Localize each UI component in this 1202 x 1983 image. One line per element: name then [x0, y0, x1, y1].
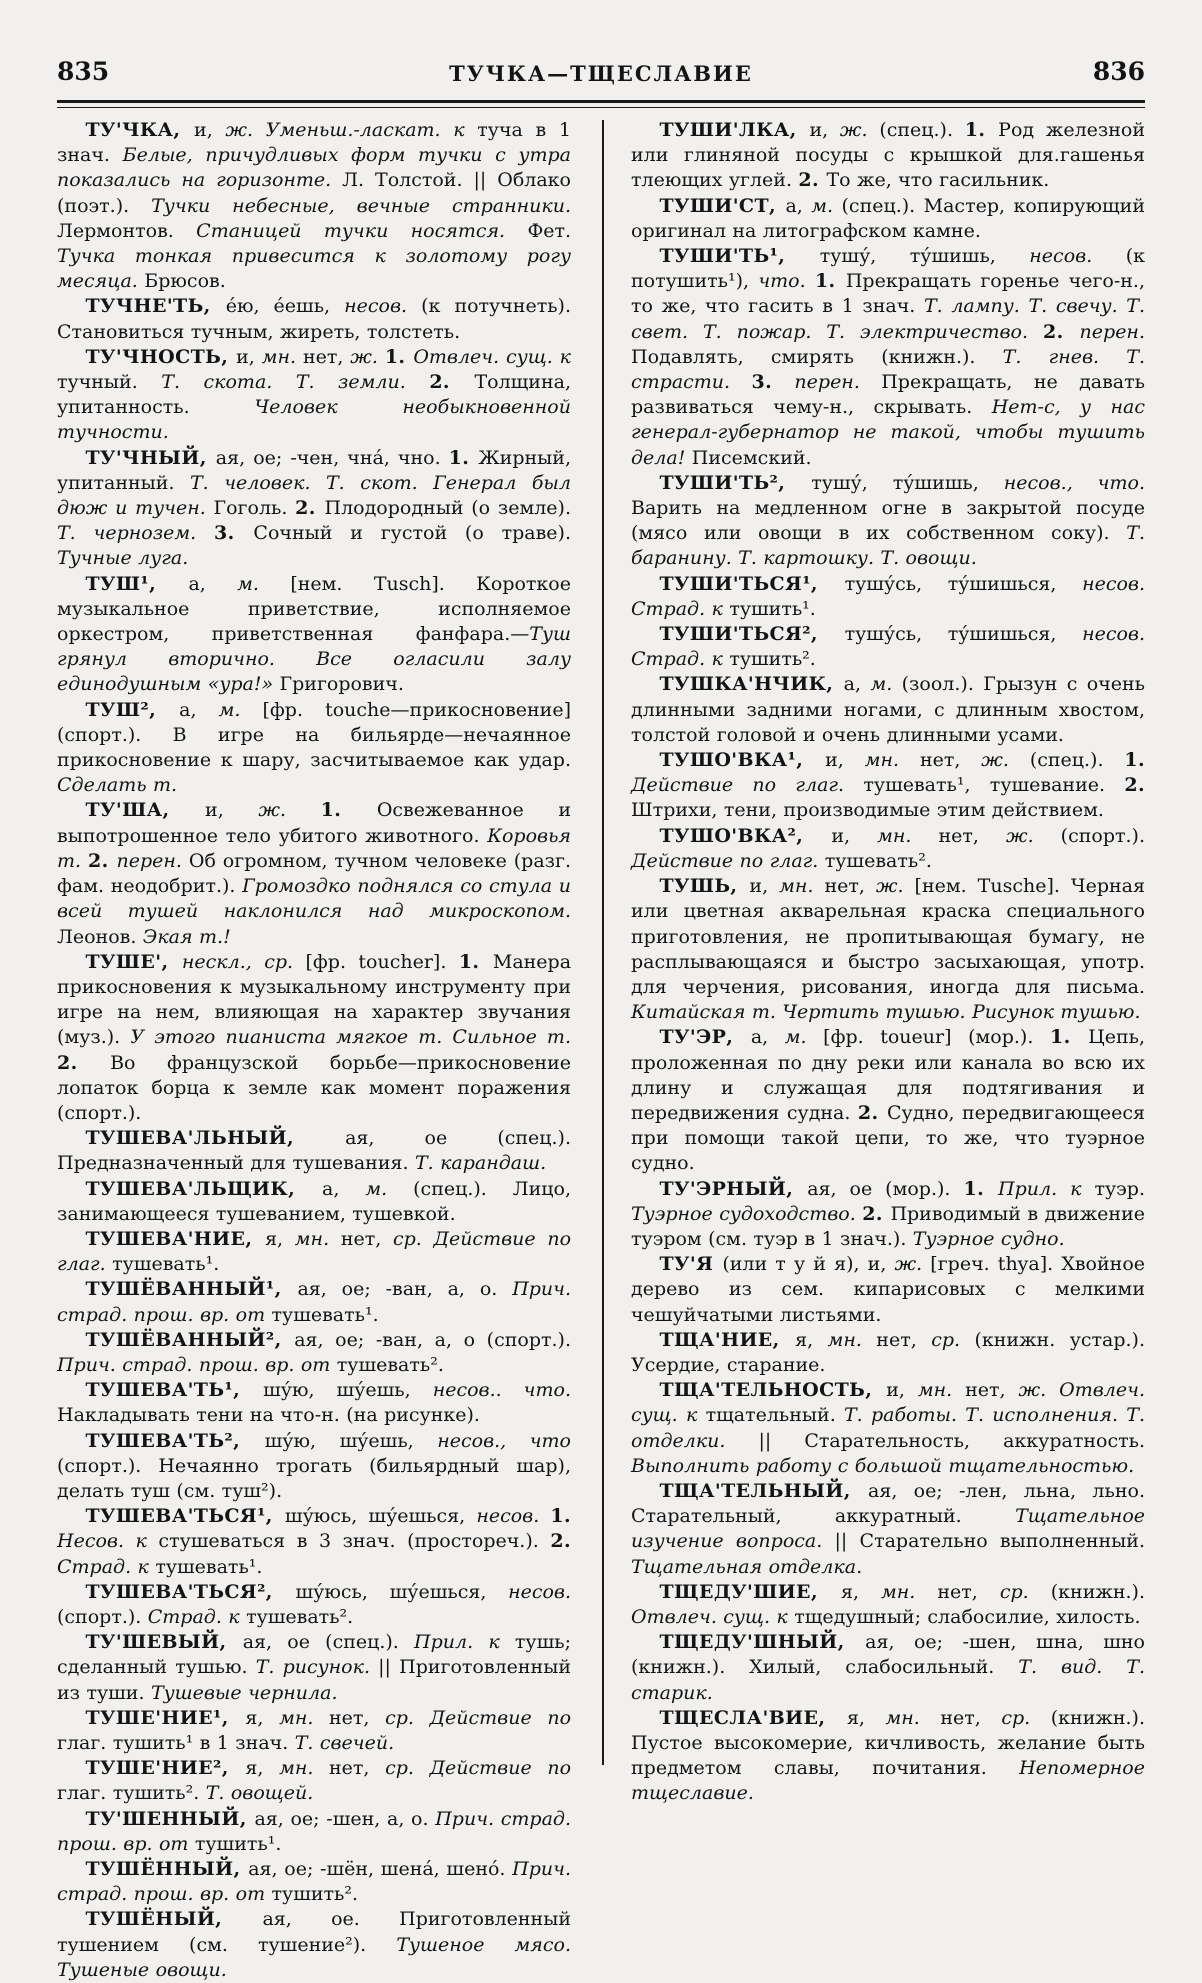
dictionary-entry: ТУШЁННЫЙ, ая, ое; -шён, шена́, шено́. Прич. страд. прош. вр. от тушить². — [57, 1858, 571, 1906]
dictionary-entry: ТУ'ЧНЫЙ, ая, ое; -чен, чна́, чно. 1. Жирный, упитанный. Т. человек. Т. скот. Генерал был дюж и тучен. Гоголь. 2. Плодородный (о земле). Т. чернозем. 3. Сочный и густой (о траве). Тучные луга. — [57, 446, 572, 570]
dictionary-entry: ТУШЕ', нескл., ср. [фр. toucher]. 1. Манера прикосновения к музыкальному инструменту при игре на нем, влияющая на характер звучания (муз.). У этого пианиста мягкое т. Сильное т. 2. Во французской борьбе—прикосновение лопаток борца к земле как момент поражения (спорт.). — [57, 950, 572, 1124]
dictionary-entry: ТЩЕДУ'ШИЕ, я, мн. нет, ср. (книжн.). Отвлеч. сущ. к тщедушный; слабосилие, хилость. — [631, 1580, 1145, 1628]
dictionary-entry: ТУШЕВА'НИЕ, я, мн. нет, ср. Действие по глаг. тушевать¹. — [57, 1227, 572, 1276]
dictionary-entry: ТУ'ШЕННЫЙ, ая, ое; -шен, а, о. Прич. страд. прош. вр. от тушить¹. — [57, 1807, 571, 1855]
dictionary-entry: ТЩА'ТЕЛЬНЫЙ, ая, ое; -лен, льна, льно. Старательный, аккуратный. Тщательное изучение вопроса. || Старательно выполненный. Тщательная отделка. — [631, 1479, 1145, 1578]
dictionary-entry: ТУ'ЭР, а, м. [фр. toueur] (мор.). 1. Цепь, проложенная по дну реки или канала во всю их длину и служащая для подтягивания и передвижения судна. 2. Судно, передвигающееся при помощи такой цепи, то же, что туэрное судно. — [631, 1026, 1146, 1175]
dictionary-entry: ТУШИ'СТ, а, м. (спец.). Мастер, копирующий оригинал на литографском камне. — [631, 194, 1145, 242]
dictionary-entry: ТУШИ'ТЬ², тушу́, ту́шишь, несов., что. Варить на медленном огне в закрытой посуде (мясо или овощи в их собственном соку). Т. баранину. Т. картошку. Т. овощи. — [631, 471, 1145, 570]
running-title: ТУЧКА—ТЩЕСЛАВИЕ — [449, 61, 753, 86]
dictionary-entry: ТУЧНЕ'ТЬ, е́ю, е́ешь, несов. (к потучнеть). Становиться тучным, жиреть, толстеть. — [57, 295, 572, 343]
dictionary-entry: ТУ'ЭРНЫЙ, ая, ое (мор.). 1. Прил. к туэр. Туэрное судоходство. 2. Приводимый в движение туэром (см. туэр в 1 знач.). Туэрное судно. — [631, 1177, 1146, 1250]
dictionary-entry: ТЩЕДУ'ШНЫЙ, ая, ое; -шен, шна, шно (книжн.). Хилый, слабосильный. Т. вид. Т. старик. — [631, 1631, 1145, 1704]
dictionary-entry: ТУШЕ'НИЕ¹, я, мн. нет, ср. Действие по глаг. тушить¹ в 1 знач. Т. свечей. — [57, 1706, 572, 1754]
dictionary-entry: ТУШ¹, а, м. [нем. Tusch]. Короткое музыкальное приветствие, исполняемое оркестром, приветственная фанфара.—Туш грянул вторично. Все огласили залу единодушным «ура!» Григорович. — [57, 572, 571, 696]
dictionary-entry: ТЩЕСЛА'ВИЕ, я, мн. нет, ср. (книжн.). Пустое высокомерие, кичливость, желание быть предметом славы, почитания. Непомерное тщеславие. — [631, 1706, 1146, 1805]
dictionary-entry: ТУШЕВА'ЛЬЩИК, а, м. (спец.). Лицо, занимающееся тушеванием, тушевкой. — [57, 1177, 571, 1225]
dictionary-entry: ТУШЕВА'ЛЬНЫЙ, ая, ое (спец.). Предназначенный для тушевания. Т. карандаш. — [57, 1127, 571, 1175]
dictionary-entry: ТЩА'НИЕ, я, мн. нет, ср. (книжн. устар.). Усердие, старание. — [631, 1328, 1146, 1376]
dictionary-entry: ТУШЁНЫЙ, ая, ое. Приготовленный тушением (см. тушение²). Тушеное мясо. Тушеные овощи. — [57, 1908, 572, 1981]
right-column — [631, 118, 1145, 1983]
dictionary-entry: ТУШИ'ТЬСЯ¹, тушу́сь, ту́шишься, несов. Страд. к тушить¹. — [631, 572, 1145, 620]
dictionary-entry: ТУ'ШЕВЫЙ, ая, ое (спец.). Прил. к тушь; сделанный тушью. Т. рисунок. || Приготовленный из туши. Тушевые чернила. — [57, 1631, 572, 1704]
dictionary-entry: ТУШКА'НЧИК, а, м. (зоол.). Грызун с очень длинными задними ногами, с длинным хвостом, толстой головой и очень длинными усами. — [631, 673, 1146, 746]
dictionary-entry: ТУШЕВА'ТЬ¹, шу́ю, шу́ешь, несов.. что. Накладывать тени на что-н. (на рисунке). — [57, 1379, 571, 1427]
page-header — [57, 52, 1145, 92]
dictionary-entry: ТУШЕВА'ТЬСЯ², шу́юсь, шу́ешься, несов. (спорт.). Страд. к тушевать². — [57, 1580, 572, 1628]
column-divider — [602, 120, 604, 1765]
dictionary-entry: ТЩА'ТЕЛЬНОСТЬ, и, мн. нет, ж. Отвлеч. сущ. к тщательный. Т. работы. Т. исполнения. Т. отделки. || Старательность, аккуратность. Выполнить работу с большой тщательностью. — [631, 1379, 1145, 1477]
left-column — [57, 118, 571, 1983]
text-columns — [57, 118, 1145, 1983]
dictionary-entry: ТУШИ'ТЬ¹, тушу́, ту́шишь, несов. (к потушить¹), что. 1. Прекращать горенье чего-н., то же, что гасить в 1 знач. Т. лампу. Т. свечу. Т. свет. Т. пожар. Т. электричество. 2. перен. Подавлять, смирять (книжн.). Т. гнев. Т. страсти. 3. перен. Прекращать, не давать развиваться чему-н., скрывать. Нет-с, у нас генерал-губернатор не такой, чтобы тушить дела! Писемский. — [631, 245, 1146, 469]
dictionary-entry: ТУШЁВАННЫЙ¹, ая, ое; -ван, а, о. Прич. страд. прош. вр. от тушевать¹. — [57, 1278, 572, 1326]
dictionary-entry: ТУ'ЧКА, и, ж. Уменьш.-ласкат. к туча в 1 знач. Белые, причудливых форм тучки с утра показались на горизонте. Л. Толстой. || Облако (поэт.). Тучки небесные, вечные странники. Лермонтов. Станицей тучки носятся. Фет. Тучка тонкая привесится к золотому рогу месяца. Брюсов. — [57, 119, 572, 293]
dictionary-entry: ТУШЬ, и, мн. нет, ж. [нем. Tusche]. Черная или цветная акварельная краска специального приготовления, не пропитывающая бумагу, не расплывающаяся и быстро засыхающая, употр. для черчения, рисования, иногда для письма. Китайская т. Чертить тушью. Рисунок тушью. — [631, 875, 1145, 1024]
dictionary-entry: ТУ'ЧНОСТЬ, и, мн. нет, ж. 1. Отвлеч. сущ. к тучный. Т. скота. Т. земли. 2. Толщина, упитанность. Человек необыкновенной тучности. — [57, 345, 571, 444]
dictionary-entry: ТУШО'ВКА², и, мн. нет, ж. (спорт.). Действие по глаг. тушевать². — [631, 824, 1145, 872]
dictionary-entry: ТУ'Я (или т у й я), и, ж. [греч. thya]. Хвойное дерево из сем. кипарисовых с мелкими чешуйчатыми листьями. — [631, 1253, 1146, 1326]
dictionary-entry: ТУШЕ'НИЕ², я, мн. нет, ср. Действие по глаг. тушить². Т. овощей. — [57, 1757, 572, 1805]
dictionary-entry: ТУШИ'ТЬСЯ², тушу́сь, ту́шишься, несов. Страд. к тушить². — [631, 623, 1145, 671]
dictionary-entry: ТУШЕВА'ТЬ², шу́ю, шу́ешь, несов., что (спорт.). Нечаянно трогать (бильярдный шар), делать туш (см. туш²). — [57, 1429, 571, 1502]
dictionary-entry: ТУ'ША, и, ж. 1. Освежеванное и выпотрошенное тело убитого животного. Коровья т. 2. перен. Об огромном, тучном человеке (разг. фам. неодобрит.). Громоздко поднялся со стула и всей тушей наклонился над микроскопом. Леонов. Экая т.! — [57, 799, 572, 948]
dictionary-entry: ТУШЁВАННЫЙ², ая, ое; -ван, а, о (спорт.). Прич. страд. прош. вр. от тушевать². — [57, 1328, 572, 1376]
dictionary-entry: ТУШЕВА'ТЬСЯ¹, шу́юсь, шу́ешься, несов. 1. Несов. к стушеваться в 3 знач. (простореч.). 2. Страд. к тушевать¹. — [57, 1505, 572, 1578]
dictionary-entry: ТУШИ'ЛКА, и, ж. (спец.). 1. Род железной или глиняной посуды с крышкой для.гашенья тлеющих углей. 2. То же, что гасильник. — [631, 119, 1146, 192]
dictionary-entry: ТУШО'ВКА¹, и, мн. нет, ж. (спец.). 1. Действие по глаг. тушевать¹, тушевание. 2. Штрихи, тени, производимые этим действием. — [631, 749, 1146, 822]
page-number-right: 836 — [1092, 57, 1145, 86]
header-rule — [57, 100, 1145, 108]
page-number-left: 835 — [57, 57, 110, 86]
dictionary-entry: ТУШ², а, м. [фр. touche—прикосновение] (спорт.). В игре на бильярде—нечаянное прикосновение к шару, засчитываемое как удар. Сделать т. — [57, 698, 571, 797]
